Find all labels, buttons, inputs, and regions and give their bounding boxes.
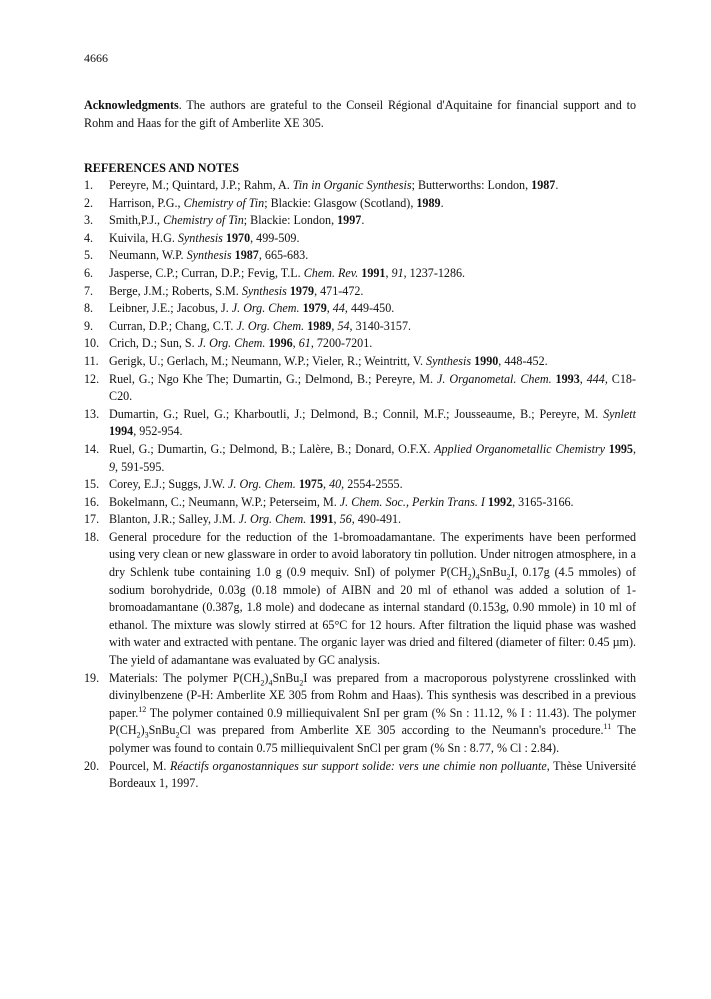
reference-number: 14. — [84, 441, 100, 456]
reference-item — [84, 371, 636, 406]
reference-number: 8. — [84, 301, 94, 316]
reference-text: Ruel, G.; Dumartin, G.; Delmond, B.; Lalère, B.; Donard, O.F.X. Applied Organometallic Chemistry 1995, 9, 591-595. — [109, 441, 636, 474]
acknowledgments-text: . The authors are grateful to the Conseil Régional d'Aquitaine for financial support and to Rohm and Haas for the gift of Amberlite XE 305. — [84, 98, 636, 130]
page-number: 4666 — [84, 51, 108, 65]
references-heading: REFERENCES AND NOTES — [84, 161, 240, 175]
reference-number: 5. — [84, 248, 94, 263]
acknowledgments-heading: Acknowledgments — [84, 98, 179, 112]
reference-item — [84, 511, 636, 529]
reference-text: Leibner, J.E.; Jacobus, J. J. Org. Chem. 1979, 44, 449-450. — [109, 301, 395, 316]
reference-text: Crich, D.; Sun, S. J. Org. Chem. 1996, 61, 7200-7201. — [109, 336, 373, 351]
references-list — [84, 177, 636, 793]
reference-item — [84, 300, 636, 318]
reference-item — [84, 335, 636, 353]
reference-number: 3. — [84, 213, 94, 228]
reference-number: 17. — [84, 512, 100, 527]
reference-text: Corey, E.J.; Suggs, J.W. J. Org. Chem. 1975, 40, 2554-2555. — [109, 477, 403, 492]
reference-text: Pourcel, M. Réactifs organostanniques sur support solide: vers une chimie non polluante, Thèse Université Bordeaux 1, 1997. — [109, 758, 637, 791]
reference-text: Neumann, W.P. Synthesis 1987, 665-683. — [109, 248, 309, 263]
reference-number: 7. — [84, 283, 94, 298]
reference-item — [84, 353, 636, 371]
reference-text: Pereyre, M.; Quintard, J.P.; Rahm, A. Tin in Organic Synthesis; Butterworths: London, 1987. — [109, 178, 559, 192]
reference-text: General procedure for the reduction of the 1-bromoadamantane. The experiments have been performed using very clean or new glassware in order to avoid laboratory tin pollution. Under nitrogen atmosphere, in a dry Schlenk tube containing 1.0 g (0.9 mequiv. SnI) of polymer $P(CH_2)_4SnBu_2I$, 0.17g (4.5 mmoles) of sodium borohydride, 0.03g (0.18 mmole) of AIBN and 20 ml of ethanol was added a solution of 1-bromoadamantane (0.387g, 1.8 mole) and dodecane as internal standard (0.153g, 0.90 mmole) in 10 ml of ethanol. The mixture was slowly stirred at 65°C for 12 hours. After filtration the liquid phase was washed with water and extracted with pentane. The organic layer was dried and filtered (diameter of filter: 0.45 µm). The yield of adamantane was evaluated by GC analysis. — [109, 529, 636, 668]
reference-number: 13. — [84, 406, 100, 421]
reference-number: 12. — [84, 371, 100, 386]
acknowledgments-section — [84, 97, 636, 132]
reference-item — [84, 758, 636, 793]
reference-number: 19. — [84, 670, 100, 685]
reference-text: Berge, J.M.; Roberts, S.M. Synthesis 1979, 471-472. — [109, 283, 364, 298]
reference-number: 20. — [84, 758, 100, 773]
reference-item — [84, 529, 636, 670]
reference-number: 2. — [84, 195, 94, 210]
reference-text: Bokelmann, C.; Neumann, W.P.; Peterseim, M. J. Chem. Soc., Perkin Trans. I 1992, 3165-3166. — [109, 494, 574, 509]
reference-number: 15. — [84, 477, 100, 492]
reference-number: 18. — [84, 529, 100, 544]
reference-text: Ruel, G.; Ngo Khe The; Dumartin, G.; Delmond, B.; Pereyre, M. J. Organometal. Chem. 1993, 444, C18-C20. — [109, 371, 636, 404]
reference-item — [84, 494, 636, 512]
reference-item — [84, 212, 636, 230]
reference-number: 4. — [84, 230, 94, 245]
reference-text: Kuivila, H.G. Synthesis 1970, 499-509. — [109, 230, 300, 245]
reference-number: 11. — [84, 353, 99, 368]
reference-text: Gerigk, U.; Gerlach, M.; Neumann, W.P.; Vieler, R.; Weintritt, V. Synthesis 1990, 448-452. — [109, 353, 548, 368]
reference-item — [84, 283, 636, 301]
reference-item — [84, 247, 636, 265]
reference-number: 16. — [84, 494, 100, 509]
reference-item — [84, 195, 636, 213]
reference-item — [84, 406, 636, 441]
reference-text: Materials: The polymer $P(CH_2)_4SnBu_2I$ was prepared from a macroporous polystyrene crosslinked with divinylbenzene (P-H: Amberlite XE 305 from Rohm and Haas). This synthesis was described in a previous paper.$^{12}$ The polymer contained 0.9 milliequivalent SnI per gram (% Sn : 11.12, % I : 11.43). The polymer $P(CH_2)_3SnBu_2Cl$ was prepared from Amberlite XE 305 according to the Neumann's procedure.$^{11}$ The polymer was found to contain 0.75 milliequivalent SnCl per gram (% Sn : 8.77, % Cl : 2.84). — [109, 670, 637, 755]
reference-item — [84, 476, 636, 494]
reference-item — [84, 230, 636, 248]
reference-text: Blanton, J.R.; Salley, J.M. J. Org. Chem. 1991, 56, 490-491. — [109, 512, 402, 527]
reference-item — [84, 318, 636, 336]
reference-item — [84, 670, 636, 758]
reference-number: 9. — [84, 318, 94, 333]
reference-number: 1. — [84, 178, 94, 192]
reference-item — [84, 177, 636, 195]
reference-text: Smith,P.J., Chemistry of Tin; Blackie: London, 1997. — [109, 213, 365, 228]
reference-number: 6. — [84, 265, 94, 280]
reference-text: Curran, D.P.; Chang, C.T. J. Org. Chem. 1989, 54, 3140-3157. — [109, 318, 412, 333]
reference-text: Harrison, P.G., Chemistry of Tin; Blackie: Glasgow (Scotland), 1989. — [109, 195, 444, 210]
reference-number: 10. — [84, 336, 100, 351]
reference-item — [84, 441, 636, 476]
reference-text: Jasperse, C.P.; Curran, D.P.; Fevig, T.L. Chem. Rev. 1991, 91, 1237-1286. — [109, 265, 466, 280]
reference-text: Dumartin, G.; Ruel, G.; Kharboutli, J.; Delmond, B.; Connil, M.F.; Jousseaume, B.; Pereyre, M. Synlett 1994, 952-954. — [109, 406, 636, 439]
reference-item — [84, 265, 636, 283]
acknowledgments-paragraph — [84, 97, 636, 132]
